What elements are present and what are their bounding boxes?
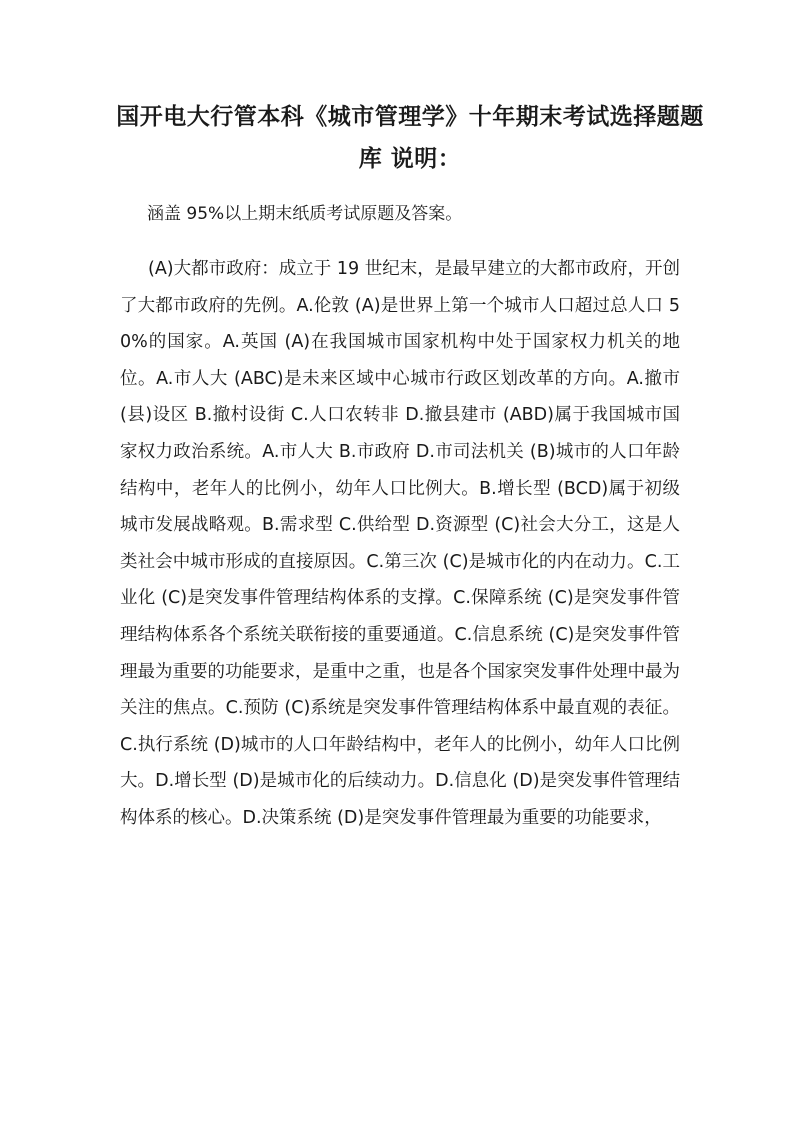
intro-paragraph: 涵盖 95%以上期末纸质考试原题及答案。 [147,204,463,224]
document-title: 国开电大行管本科《城市管理学》十年期末考试选择题题库 说明： [116,103,704,172]
question-bank-text: (A)大都市政府：成立于 19 世纪末，是最早建立的大都市政府，开创了大都市政府的先例。A.伦敦 (A)是世界上第一个城市人口超过总人口 50%的国家。A.英国 (A)在我国城市国家机构中处于国家权力机关的地位。A.市人大 (ABC)是未来区域中心城市行政区划改革的方向。A.撤市(县)设区 B.撤村设街 C.人口农转非 D.撤县建市 (ABD)属于我国城市国家权力政治系统。A.市人大 B.市政府 D.市司法机关 (B)城市的人口年龄结构中，老年人的比例小，幼年人口比例大。B.增长型 (BCD)属于初级城市发展战略观。B.需求型 C.供给型 D.资源型 (C)社会大分工，这是人类社会中城市形成的直接原因。C.第三次 (C)是城市化的内在动力。C.工业化 (C)是突发事件管理结构体系的支撑。C.保障系统 (C)是突发事件管理结构体系各个系统关联衔接的重要通道。C.信息系统 (C)是突发事件管理最为重要的功能要求，是重中之重，也是各个国家突发事件处理中最为关注的焦点。C.预防 (C)系统是突发事件管理结构体系中最直观的表征。C.执行系统 (D)城市的人口年龄结构中，老年人的比例小，幼年人口比例大。D.增长型 (D)是城市化的后续动力。D.信息化 (D)是突发事件管理结构体系的核心。D.决策系统 (D)是突发事件管理最为重要的功能要求， [120,259,680,828]
